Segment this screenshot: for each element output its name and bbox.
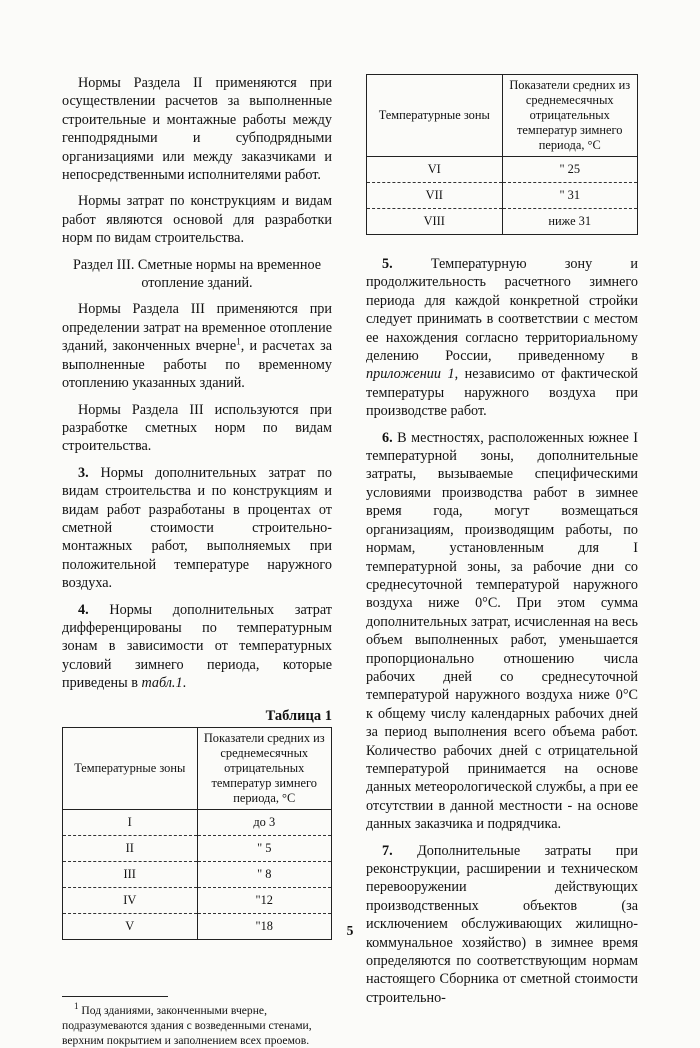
zone-cell: IV	[63, 888, 198, 914]
value-cell: " 8	[197, 862, 332, 888]
header-zones: Температурные зоны	[63, 728, 198, 810]
table-row	[367, 157, 638, 183]
table-row	[63, 888, 332, 914]
value-cell: "12	[197, 888, 332, 914]
value-cell: ниже 31	[502, 209, 638, 235]
item-number: 5.	[382, 256, 393, 272]
zone-cell: V	[63, 914, 198, 940]
section-heading: Раздел III. Сметные нормы на временное отопление зданий.	[72, 256, 322, 292]
left-column	[62, 74, 332, 1048]
zone-cell: II	[63, 836, 198, 862]
value-cell: " 5	[197, 836, 332, 862]
text-run: Нормы дополнительных затрат дифференцированы по температурным зонам в зависимости от температурных условий зимнего периода, которые приведены в	[62, 601, 332, 692]
text-run: Дополнительные затраты при реконструкции, расширении и техническом перевооружении действующих производственных объектов (за исключением обслуживающих жилищно-коммунальное хозяйство) в зимнее время определяются по соответствующим нормам настоящего Сборника от сметной стоимости строительно-	[366, 842, 638, 1006]
zone-cell: VIII	[367, 209, 503, 235]
paragraph	[366, 429, 638, 834]
table-row	[63, 862, 332, 888]
footnote-divider	[62, 996, 168, 997]
table-row	[63, 810, 332, 836]
value-cell: до 3	[197, 810, 332, 836]
header-temperatures: Показатели средних из среднемесячных отрицательных температур зимнего периода, °С	[502, 75, 638, 157]
paragraph	[62, 300, 332, 392]
value-cell: " 25	[502, 157, 638, 183]
temperature-zones-table-continued	[366, 74, 638, 235]
zone-cell: III	[63, 862, 198, 888]
footnote-marker: 1	[236, 336, 241, 347]
text-run: .	[182, 675, 187, 692]
text-run: Температурную зону и продолжительность расчетного зимнего периода для каждой конкретной стройки следует принимать в соответствии с местом ее нахождения согласно территориальному делению России, приведенному в	[366, 256, 638, 365]
item-number: 4.	[78, 601, 89, 618]
table-header-row	[63, 728, 332, 810]
table-row	[367, 209, 638, 235]
paragraph	[62, 464, 332, 593]
appendix-reference: приложении 1	[366, 366, 455, 383]
value-cell: "18	[197, 914, 332, 940]
table-reference: табл.1	[141, 675, 183, 692]
footnote-text: Под зданиями, законченными вчерне, подразумеваются здания с возведенными стенами, верхним покрытием и заполнением всех проемов.	[62, 1004, 312, 1047]
text-run: , независимо от фактической температуры наружного воздуха при производстве работ.	[366, 366, 638, 420]
footnote-marker: 1	[74, 1001, 79, 1012]
paragraph: Нормы Раздела III используются при разработке сметных норм по видам строительства.	[62, 401, 332, 455]
text-run: В местностях, расположенных южнее I температурной зоны, дополнительные затраты, вызываемые специфическими условиями производства работ в зимнее время года, могут возмещаться организациям, производящим работы, по нормам, установленным для I температурной зоны, за рабочие дни со среднесуточной температурой наружного воздуха ниже 0°С. При этом сумма дополнительных затрат, исчисленная на весь объем выполненных работ, уменьшается пропорционально отношению числа рабочих дней со среднесуточной температурой наружного воздуха ниже 0°С к общему числу календарных рабочих дней за период выполнения всего объема работ. Количество рабочих дней с отрицательной температурой принимается на основе данных метеорологической службы, а при ее отсутствии в данной местности - на основе данных заказчика и подрядчика.	[366, 429, 638, 833]
text-run: Нормы Раздела III применяются при определении затрат на временное отопление зданий, законченных вчерне	[62, 301, 332, 355]
header-temperatures: Показатели средних из среднемесячных отрицательных температур зимнего периода, °С	[197, 728, 332, 810]
header-zones: Температурные зоны	[367, 75, 503, 157]
paragraph: Нормы Раздела II применяются при осуществлении расчетов за выполненные строительные и монтажные работы между генподрядными и субподрядными организациями или между заказчиками и непосредственными исполнителями работ.	[62, 75, 332, 184]
zone-cell: I	[63, 810, 198, 836]
zone-cell: VII	[367, 183, 503, 209]
table-row	[367, 183, 638, 209]
text-run: Нормы дополнительных затрат по видам строительства и по конструкциям и видам работ разработаны в процентах от сметной стоимости строительно-монтажных работ, выполняемых при положительной температуре наружного воздуха.	[62, 464, 332, 592]
table-title: Таблица 1	[265, 707, 332, 724]
zone-cell: VI	[367, 157, 503, 183]
right-column	[366, 74, 638, 1015]
item-number: 7.	[382, 842, 393, 859]
table-row	[63, 836, 332, 862]
item-number: 6.	[382, 429, 393, 446]
page-number: 5	[346, 923, 354, 938]
paragraph	[366, 255, 638, 421]
paragraph	[62, 601, 332, 693]
temperature-zones-table	[62, 727, 332, 940]
text-run: , и расчетах за выполненные работы по временному отоплению указанных зданий.	[62, 338, 332, 392]
paragraph: Нормы затрат по конструкциям и видам работ являются основой для разработки норм по видам строительства.	[62, 193, 332, 247]
footnote	[62, 1003, 332, 1048]
table-header-row	[367, 75, 638, 157]
item-number: 3.	[78, 464, 89, 481]
value-cell: " 31	[502, 183, 638, 209]
